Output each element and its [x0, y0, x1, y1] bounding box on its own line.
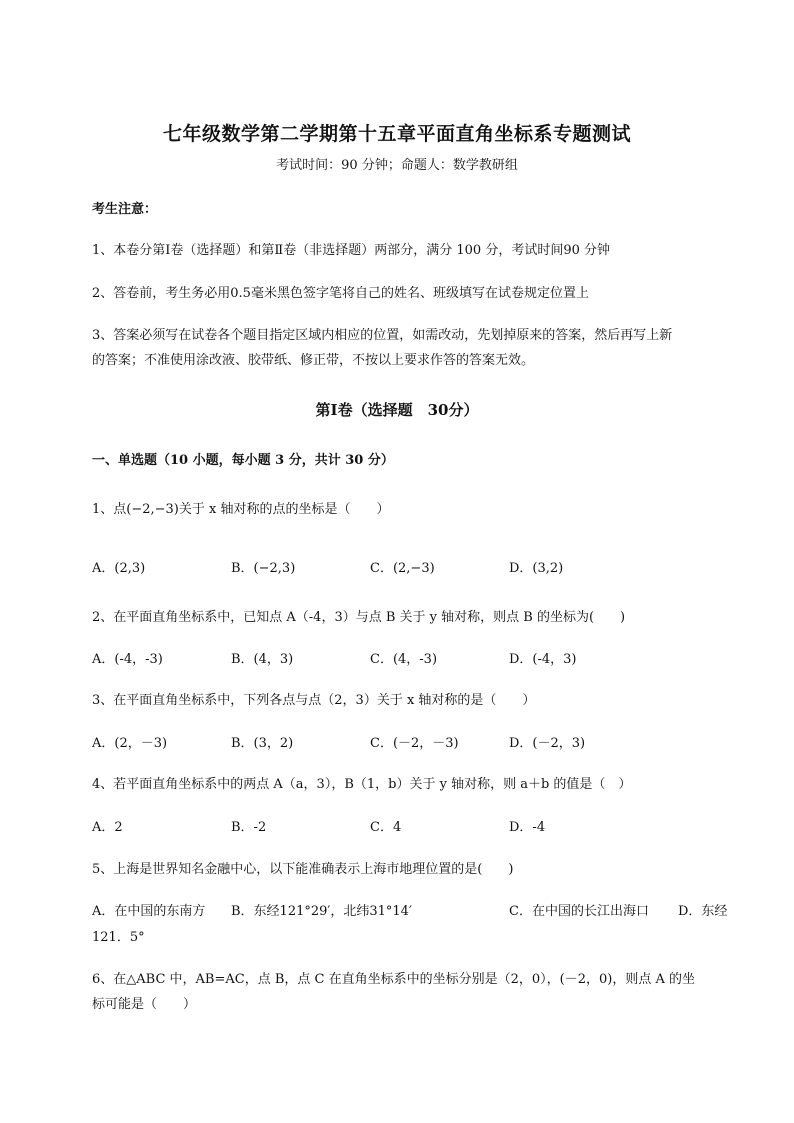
exam-info: 考试时间：90 分钟；命题人：数学教研组	[276, 158, 518, 173]
question-stem: 1、点(−2,−3)关于 x 轴对称的点的坐标是（ ）	[92, 502, 390, 517]
section-title: 第Ⅰ卷（选择题 30分）	[315, 401, 479, 419]
option-a: A．(2，－3)	[92, 736, 168, 751]
part-heading: 一、单选题（10 小题，每小题 3 分，共计 30 分）	[92, 453, 394, 468]
option-b: B．(3，2)	[231, 736, 294, 751]
option-d: D．-4	[509, 820, 546, 835]
question-stem-continuation: 标可能是（ ）	[92, 997, 197, 1012]
question-stem: 3、在平面直角坐标系中，下列各点与点（2，3）关于 x 轴对称的是（ ）	[92, 693, 536, 708]
option-d: D．(－2，3)	[509, 736, 586, 751]
option-c: C．(－2，－3)	[370, 736, 459, 751]
option-c: C．4	[370, 820, 402, 835]
option-d: D．东经	[678, 904, 728, 919]
option-c: C．在中国的长江出海口	[509, 904, 649, 919]
notice-item: 2、答卷前，考生务必用0.5毫米黑色签字笔将自己的姓名、班级填写在试卷规定位置上	[92, 286, 589, 301]
option-a: A．(2,3)	[92, 561, 146, 576]
option-b: B．东经121°29′，北纬31°14′	[231, 904, 412, 919]
question-stem: 2、在平面直角坐标系中，已知点 A（-4，3）与点 B 关于 y 轴对称，则点 B 的坐标为( )	[92, 610, 626, 625]
option-b: B．(−2,3)	[231, 561, 296, 576]
option-a: A．2	[92, 820, 123, 835]
notice-item: 3、答案必须写在试卷各个题目指定区域内相应的位置，如需改动，先划掉原来的答案，然后再写上新	[92, 328, 673, 343]
option-b: B．(4，3)	[231, 652, 294, 667]
option-a: A．(-4，-3)	[92, 652, 163, 667]
option-b: B．-2	[231, 820, 267, 835]
option-c: C．(2,−3)	[370, 561, 435, 576]
question-stem: 6、在△ABC 中，AB=AC，点 B，点 C 在直角坐标系中的坐标分别是（2，0），(－2，0)，则点 A 的坐	[92, 972, 695, 987]
page-title: 七年级数学第二学期第十五章平面直角坐标系专题测试	[162, 123, 631, 145]
option-d: D．(-4，3)	[509, 652, 577, 667]
option-a: A．在中国的东南方	[92, 904, 206, 919]
notice-item: 1、本卷分第Ⅰ卷（选择题）和第Ⅱ卷（非选择题）两部分，满分 100 分，考试时间90 分钟	[92, 243, 610, 258]
notice-heading: 考生注意：	[92, 202, 158, 217]
option-c: C．(4，-3)	[370, 652, 438, 667]
question-stem: 5、上海是世界知名金融中心，以下能准确表示上海市地理位置的是( )	[92, 862, 514, 877]
question-stem: 4、若平面直角坐标系中的两点 A（a，3），B（1，b）关于 y 轴对称，则 a＋b 的值是（ ）	[92, 777, 632, 792]
notice-item: 的答案；不准使用涂改液、胶带纸、修正带，不按以上要求作答的答案无效。	[92, 353, 535, 368]
option-d: D．(3,2)	[509, 561, 564, 576]
option-continuation: 121．5°	[92, 930, 145, 945]
